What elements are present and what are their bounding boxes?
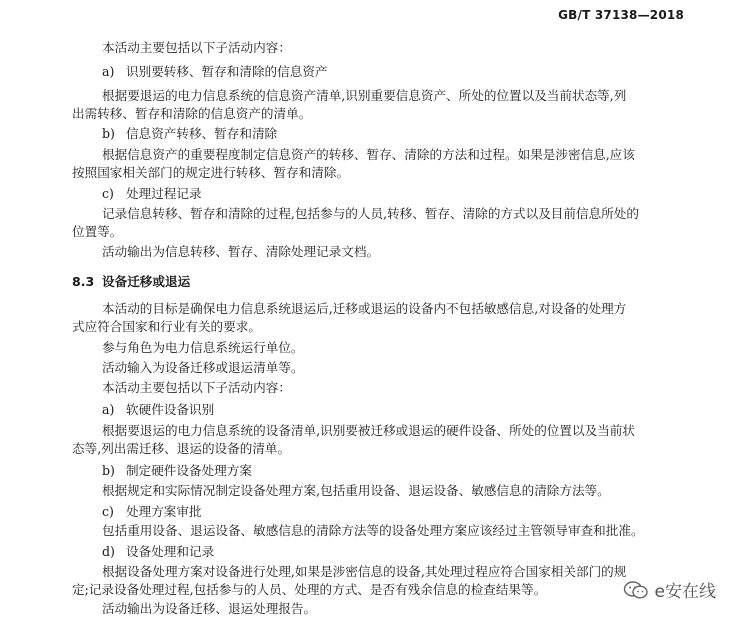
item-label: c) xyxy=(102,504,114,519)
section-item-b-body-1: 根据规定和实际情况制定设备处理方案,包括重用设备、退运设备、敏感信息的清除方法等。 xyxy=(102,483,610,498)
section-intro: 本活动主要包括以下子活动内容： xyxy=(102,380,291,395)
section-item-c-heading xyxy=(102,503,202,521)
item-title: 处理方案审批 xyxy=(126,504,202,519)
section-role: 参与角色为电力信息系统运行单位。 xyxy=(102,340,304,355)
section-heading xyxy=(72,273,190,291)
section-number: 8.3 xyxy=(72,274,95,289)
item-title: 制定硬件设备处理方案 xyxy=(126,463,252,478)
section-input: 活动输入为设备迁移或退运清单等。 xyxy=(102,360,304,375)
block1-item-c-heading xyxy=(102,185,202,203)
section-item-d-body-2: 定;记录设备处理过程,包括参与的人员、处理的方式、是否有残余信息的检查结果等。 xyxy=(72,582,547,597)
block1-output: 活动输出为信息转移、暂存、清除处理记录文档。 xyxy=(102,244,380,259)
item-label: a) xyxy=(102,402,115,417)
block1-item-b-heading xyxy=(102,125,277,143)
section-item-a-body-1: 根据要退运的电力信息系统的设备清单,识别要被迁移或退运的硬件设备、所处的位置以及当前状 xyxy=(102,423,635,438)
section-item-c-body-1: 包括重用设备、退运设备、敏感信息的清除方法等的设备处理方案应该经过主管领导审查和批准。 xyxy=(102,523,644,538)
item-label: a) xyxy=(102,64,115,79)
watermark-text: e安在线 xyxy=(654,582,716,602)
item-title: 信息资产转移、暂存和清除 xyxy=(126,126,278,141)
block1-item-b-body-2: 按照国家相关部门的规定进行转移、暂存和清除。 xyxy=(72,165,350,180)
block1-item-a-heading xyxy=(102,63,328,81)
item-title: 软硬件设备识别 xyxy=(126,402,215,417)
block1-item-a-body-2: 出需转移、暂存和清除的信息资产的清单。 xyxy=(72,106,312,121)
item-title: 处理过程记录 xyxy=(126,186,202,201)
block1-item-c-body-2: 位置等。 xyxy=(72,224,123,239)
section-item-d-heading xyxy=(102,543,214,561)
item-title: 设备处理和记录 xyxy=(126,544,215,559)
standard-number: GB/T 37138—2018 xyxy=(558,8,684,22)
item-title: 识别要转移、暂存和清除的信息资产 xyxy=(126,64,328,79)
section-output: 活动输出为设备迁移、退运处理报告。 xyxy=(102,601,317,616)
wechat-icon xyxy=(623,580,649,600)
section-goal-2: 式应符合国家和行业有关的要求。 xyxy=(72,319,261,334)
block1-intro: 本活动主要包括以下子活动内容： xyxy=(102,40,291,55)
block1-item-c-body-1: 记录信息转移、暂存和清除的过程,包括参与的人员,转移、暂存、清除的方式以及目前信息所处的 xyxy=(102,206,639,221)
item-label: b) xyxy=(102,126,115,141)
item-label: b) xyxy=(102,463,115,478)
section-item-a-heading xyxy=(102,401,214,419)
section-title: 设备迁移或退运 xyxy=(102,274,191,289)
section-item-d-body-1: 根据设备处理方案对设备进行处理,如果是涉密信息的设备,其处理过程应符合国家相关部门的规 xyxy=(102,564,627,579)
item-label: d) xyxy=(102,544,115,559)
section-item-a-body-2: 态等,列出需迁移、退运的设备的清单。 xyxy=(72,441,291,456)
watermark xyxy=(623,577,716,602)
section-goal-1: 本活动的目标是确保电力信息系统退运后,迁移或退运的设备内不包括敏感信息,对设备的处理方 xyxy=(102,301,627,316)
block1-item-a-body-1: 根据要退运的电力信息系统的信息资产清单,识别重要信息资产、所处的位置以及当前状态等,列 xyxy=(102,88,627,103)
item-label: c) xyxy=(102,186,114,201)
section-item-b-heading xyxy=(102,462,252,480)
block1-item-b-body-1: 根据信息资产的重要程度制定信息资产的转移、暂存、清除的方法和过程。如果是涉密信息,应该 xyxy=(102,147,635,162)
